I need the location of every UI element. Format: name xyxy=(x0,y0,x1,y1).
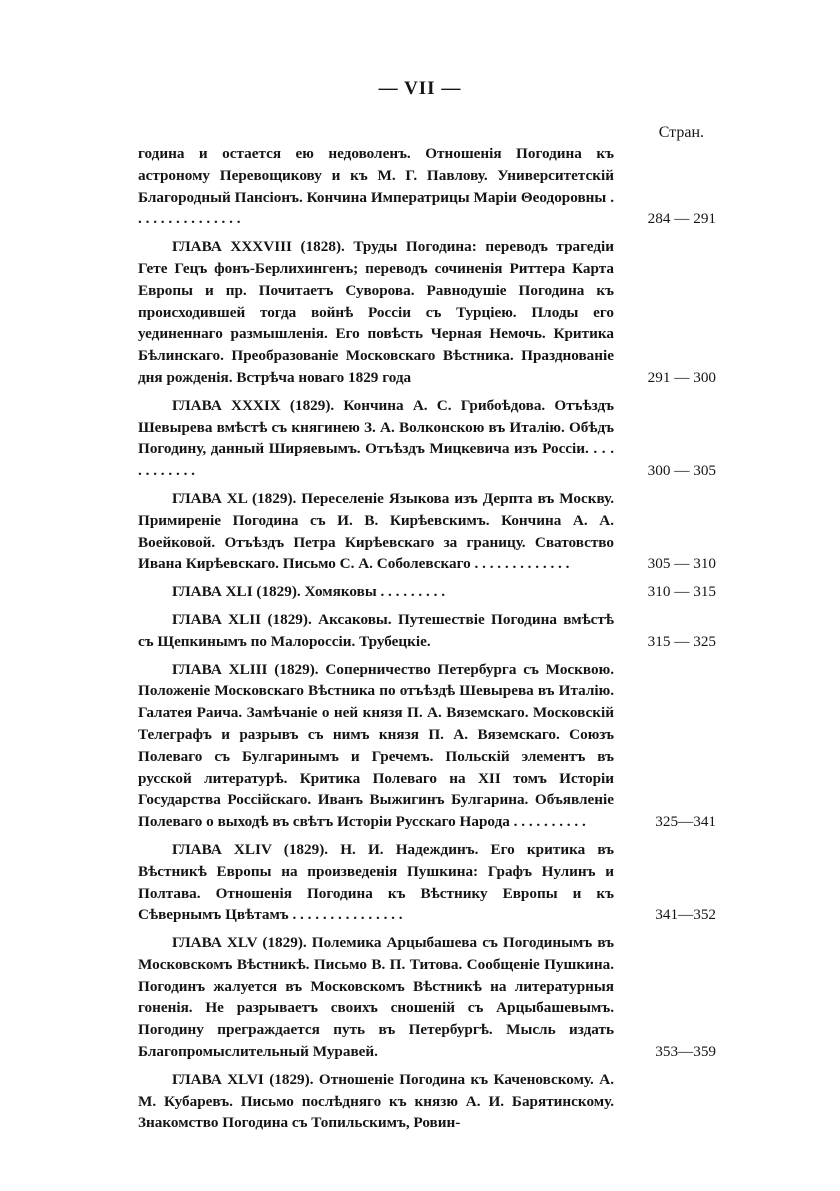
entry-pages: 310 — 315 xyxy=(647,583,716,601)
entry-text: ГЛАВА XLV (1829). Полемика Арцыбашева съ Погодинымъ въ Московскомъ Вѣстникѣ. Письмо В. П. Титова. Сообщеніе Пушкина. Погодинъ жалуется въ Московскомъ Вѣстникѣ на литературныя гоненія. Не разрываетъ своихъ сношеній съ Арцыбашевымъ. Погодину преграждается путь въ Петербургѣ. Мысль издать Благопромыслительный Муравей. xyxy=(138,934,614,1061)
entry-text: година и остается ею недоволенъ. Отношенія Погодина къ астроному Перевощикову и къ М. Г. Павлову. Университетскій Благородный Пансіонъ. Кончина Императрицы Маріи Θеодоровны . . . . . . . . . . . . . . . xyxy=(138,145,614,228)
toc-entry xyxy=(138,932,718,1063)
entry-pages: 300 — 305 xyxy=(647,462,716,480)
entry-text: ГЛАВА XXXIX (1829). Кончина А. С. Грибоѣдова. Отъѣздъ Шевырева вмѣстѣ съ княгинею З. А. Волконскою въ Италію. Обѣдъ Погодину, данный Ширяевымъ. Отъѣздъ Мицкевича изъ Россіи. . . . . . . . . . . . xyxy=(138,396,614,480)
toc-entry xyxy=(138,659,718,833)
toc-entry xyxy=(138,395,718,482)
entry-text: ГЛАВА XLIII (1829). Соперничество Петербурга съ Москвою. Положеніе Московскаго Вѣстника по отъѣздѣ Шевырева въ Италію. Галатея Раича. Замѣчаніе о ней князя П. А. Вяземскаго. Московскій Телеграфъ и разрывъ съ нимъ князя П. А. Вяземскаго. Союзъ Полеваго съ Булгаринымъ и Гречемъ. Польскій элементъ въ русской литературѣ. Критика Полеваго на XII томъ Исторіи Государства Россійскаго. Иванъ Выжигинъ Булгарина. Объявленіе Полеваго о выходѣ въ свѣтъ Исторіи Русскаго Народа . . . . . . . . . . xyxy=(138,660,614,831)
toc-entry xyxy=(138,236,718,389)
entry-text: ГЛАВА XLII (1829). Аксаковы. Путешествіе Погодина вмѣстѣ съ Щепкинымъ по Малороссіи. Трубецкіе. xyxy=(138,610,614,650)
entry-pages: 353—359 xyxy=(655,1043,716,1061)
entry-pages: 305 — 310 xyxy=(647,555,716,573)
pages-column-label: Стран. xyxy=(658,124,704,141)
toc-entry xyxy=(138,488,718,575)
toc-entry xyxy=(138,609,718,653)
toc-entry xyxy=(138,1069,718,1134)
entry-pages: 291 — 300 xyxy=(647,368,716,386)
entry-text: ГЛАВА XLI (1829). Хомяковы . . . . . . . . . xyxy=(172,583,446,601)
entry-text: ГЛАВА XLVI (1829). Отношеніе Погодина къ Каченовскому. А. М. Кубаревъ. Письмо послѣдняго къ князю А. И. Барятинскому. Знакомство Погодина съ Топильскимъ, Ровин- xyxy=(138,1070,614,1132)
page-number: — VII — xyxy=(378,78,462,99)
entry-pages: 341—352 xyxy=(655,906,716,924)
entry-pages: 315 — 325 xyxy=(647,632,716,650)
table-of-contents xyxy=(138,143,718,1140)
entry-pages: 284 — 291 xyxy=(647,210,716,228)
entry-text: ГЛАВА XL (1829). Переселеніе Языкова изъ Дерпта въ Москву. Примиреніе Погодина съ И. В. Кирѣевскимъ. Кончина А. А. Воейковой. Отъѣздъ Петра Кирѣевскаго за границу. Сватовство Ивана Кирѣевскаго. Письмо С. А. Соболевскаго . . . . . . . . . . . . . xyxy=(138,489,614,573)
entry-pages: 325—341 xyxy=(655,813,716,831)
entry-text: ГЛАВА XXXVIII (1828). Труды Погодина: переводъ трагедіи Гете Гецъ фонъ-Берлихингенъ; переводъ сочиненія Риттера Карта Европы и пр. Почитаетъ Суворова. Равнодушіе Погодина къ происходившей тогда войнѣ Россіи съ Турціею. Плоды его уединеннаго размышленія. Его повѣсть Черная Немочь. Критика Бѣлинскаго. Преобразованіе Московскаго Вѣстника. Празднованіе дня рожденія. Встрѣча новаго 1829 года xyxy=(138,238,614,386)
entry-text: ГЛАВА XLIV (1829). Н. И. Надеждинъ. Его критика въ Вѣстникѣ Европы на произведенія Пушкина: Графъ Нулинъ и Полтава. Отношенія Погодина къ Вѣстнику Европы и къ Сѣвернымъ Цвѣтамъ . . . . . . . . . . . . . . . xyxy=(138,840,614,924)
toc-entry xyxy=(138,143,718,230)
toc-entry xyxy=(138,839,718,926)
toc-entry xyxy=(138,581,718,603)
